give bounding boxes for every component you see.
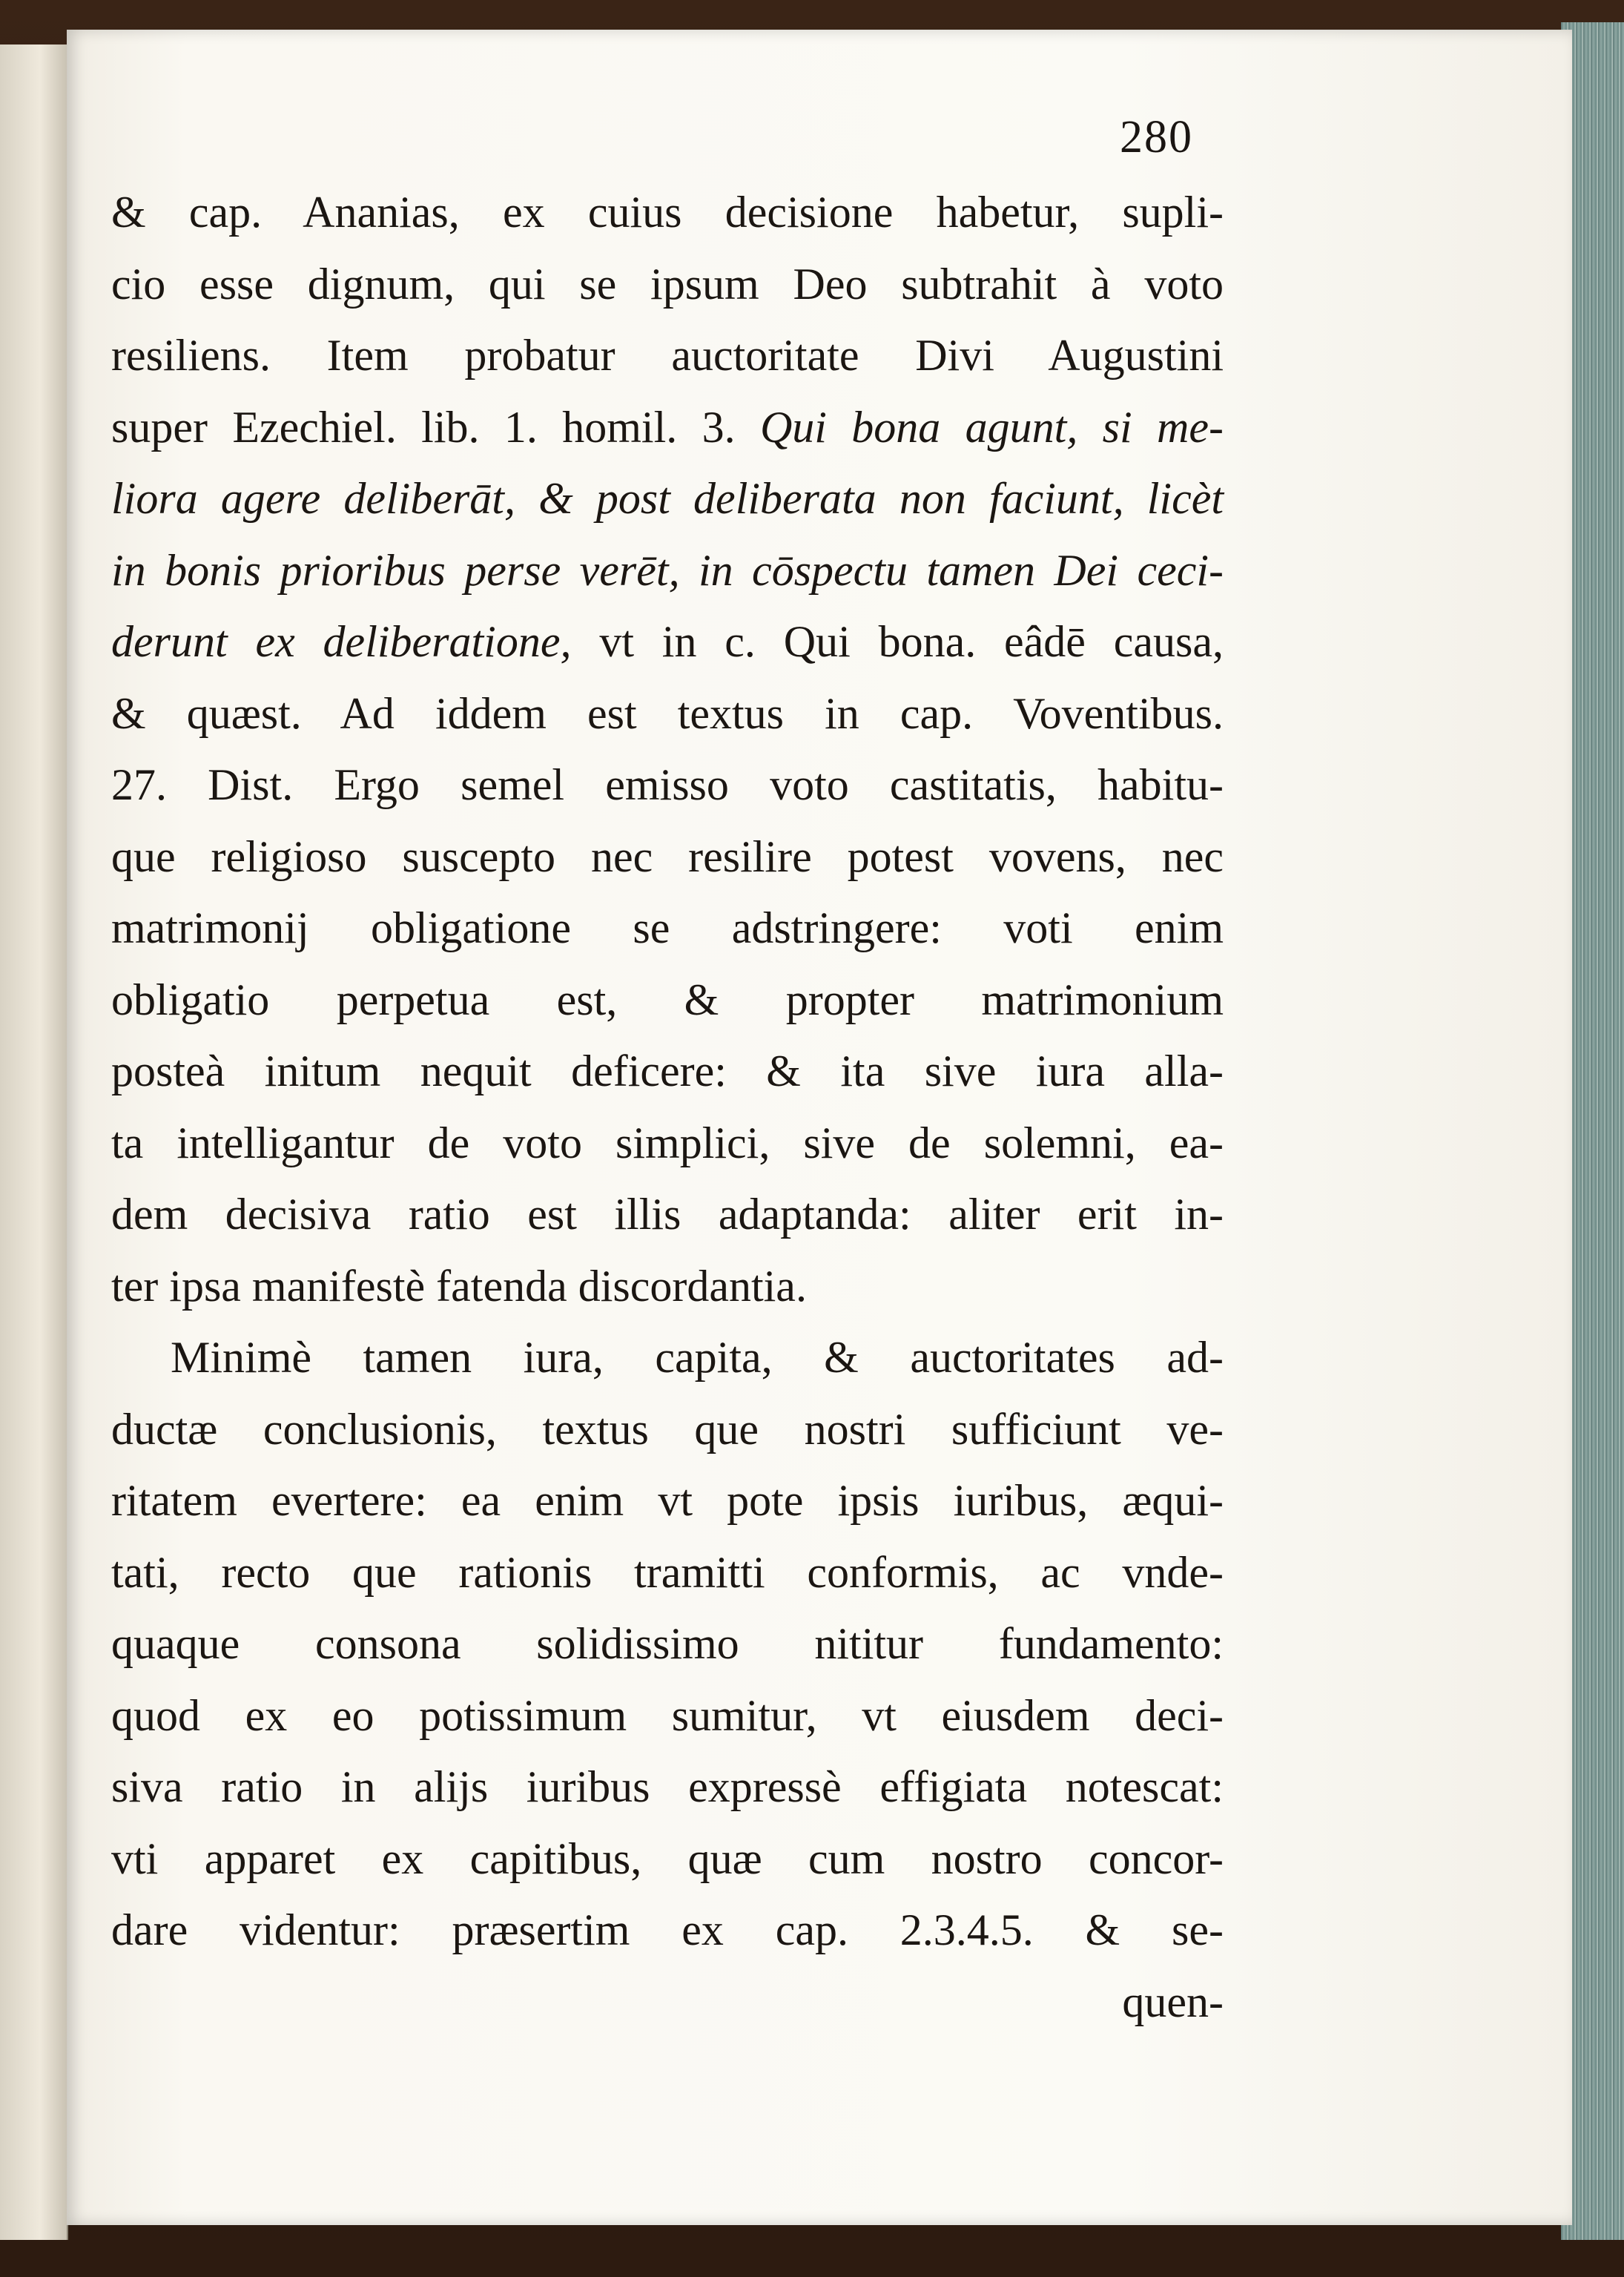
text-segment: super Ezechiel. lib. 1. homil. 3. [111,402,736,452]
text-line: ter ipsa manifestè fatenda discordantia. [111,1261,807,1311]
text-line: ductæ conclusionis, textus que nostri sufficiunt ve- [111,1404,1224,1454]
italic-segment: Qui bona agunt, si me- [759,402,1224,452]
text-line: in bonis prioribus perse verēt, in cōspectu tamen Dei ceci- [111,545,1224,595]
text-line: posteà initum nequit deficere: & ita sive iura alla- [111,1047,1224,1095]
text-line: cio esse dignum, qui se ipsum Deo subtrahit à voto [111,259,1224,309]
italic-segment: derunt ex deliberatione, [111,617,572,666]
text-line: siva ratio in alijs iuribus expressè effigiata notescat: [111,1762,1224,1811]
text-line: quod ex eo potissimum sumitur, vt eiusdem deci- [111,1690,1224,1740]
left-facing-page-edge [0,45,68,2240]
text-line: & cap. Ananias, ex cuius decisione habetur, supli- [111,188,1224,237]
text-line: que religioso suscepto nec resilire potest vovens, nec [111,831,1224,881]
text-line: Minimè tamen iura, capita, & auctoritates ad- [171,1333,1224,1382]
text-line: vti apparet ex capitibus, quæ cum nostro concor- [111,1833,1224,1883]
body-text [111,177,1224,2037]
text-line: quaque consona solidissimo nititur fundamento: [111,1619,1224,1668]
page-number: 280 [1120,112,1193,162]
text-line [111,392,1224,464]
text-line: dare videntur: præsertim ex cap. 2.3.4.5. & se- [111,1905,1224,1954]
catchword: quen- [1122,1977,1224,2026]
text-line: 27. Dist. Ergo semel emisso voto castitatis, habitu- [111,760,1224,809]
text-line: & quæst. Ad iddem est textus in cap. Voventibus. [111,688,1224,738]
text-line: liora agere deliberāt, & post deliberata non faciunt, licèt [111,474,1224,523]
text-segment: vt in c. Qui bona. eâdē causa, [599,617,1224,666]
text-line: tati, recto que rationis tramitti conformis, ac vnde- [111,1547,1224,1597]
text-line: ritatem evertere: ea enim vt pote ipsis iuribus, æqui- [111,1476,1224,1525]
text-line: resiliens. Item probatur auctoritate Divi Augustini [111,331,1224,380]
text-line: ta intelligantur de voto simplici, sive de solemni, ea- [111,1118,1224,1167]
text-line: dem decisiva ratio est illis adaptanda: aliter erit in- [111,1190,1224,1239]
text-line [111,606,1224,678]
text-line: obligatio perpetua est, & propter matrimonium [111,975,1224,1024]
text-line: matrimonij obligatione se adstringere: voti enim [111,903,1224,952]
